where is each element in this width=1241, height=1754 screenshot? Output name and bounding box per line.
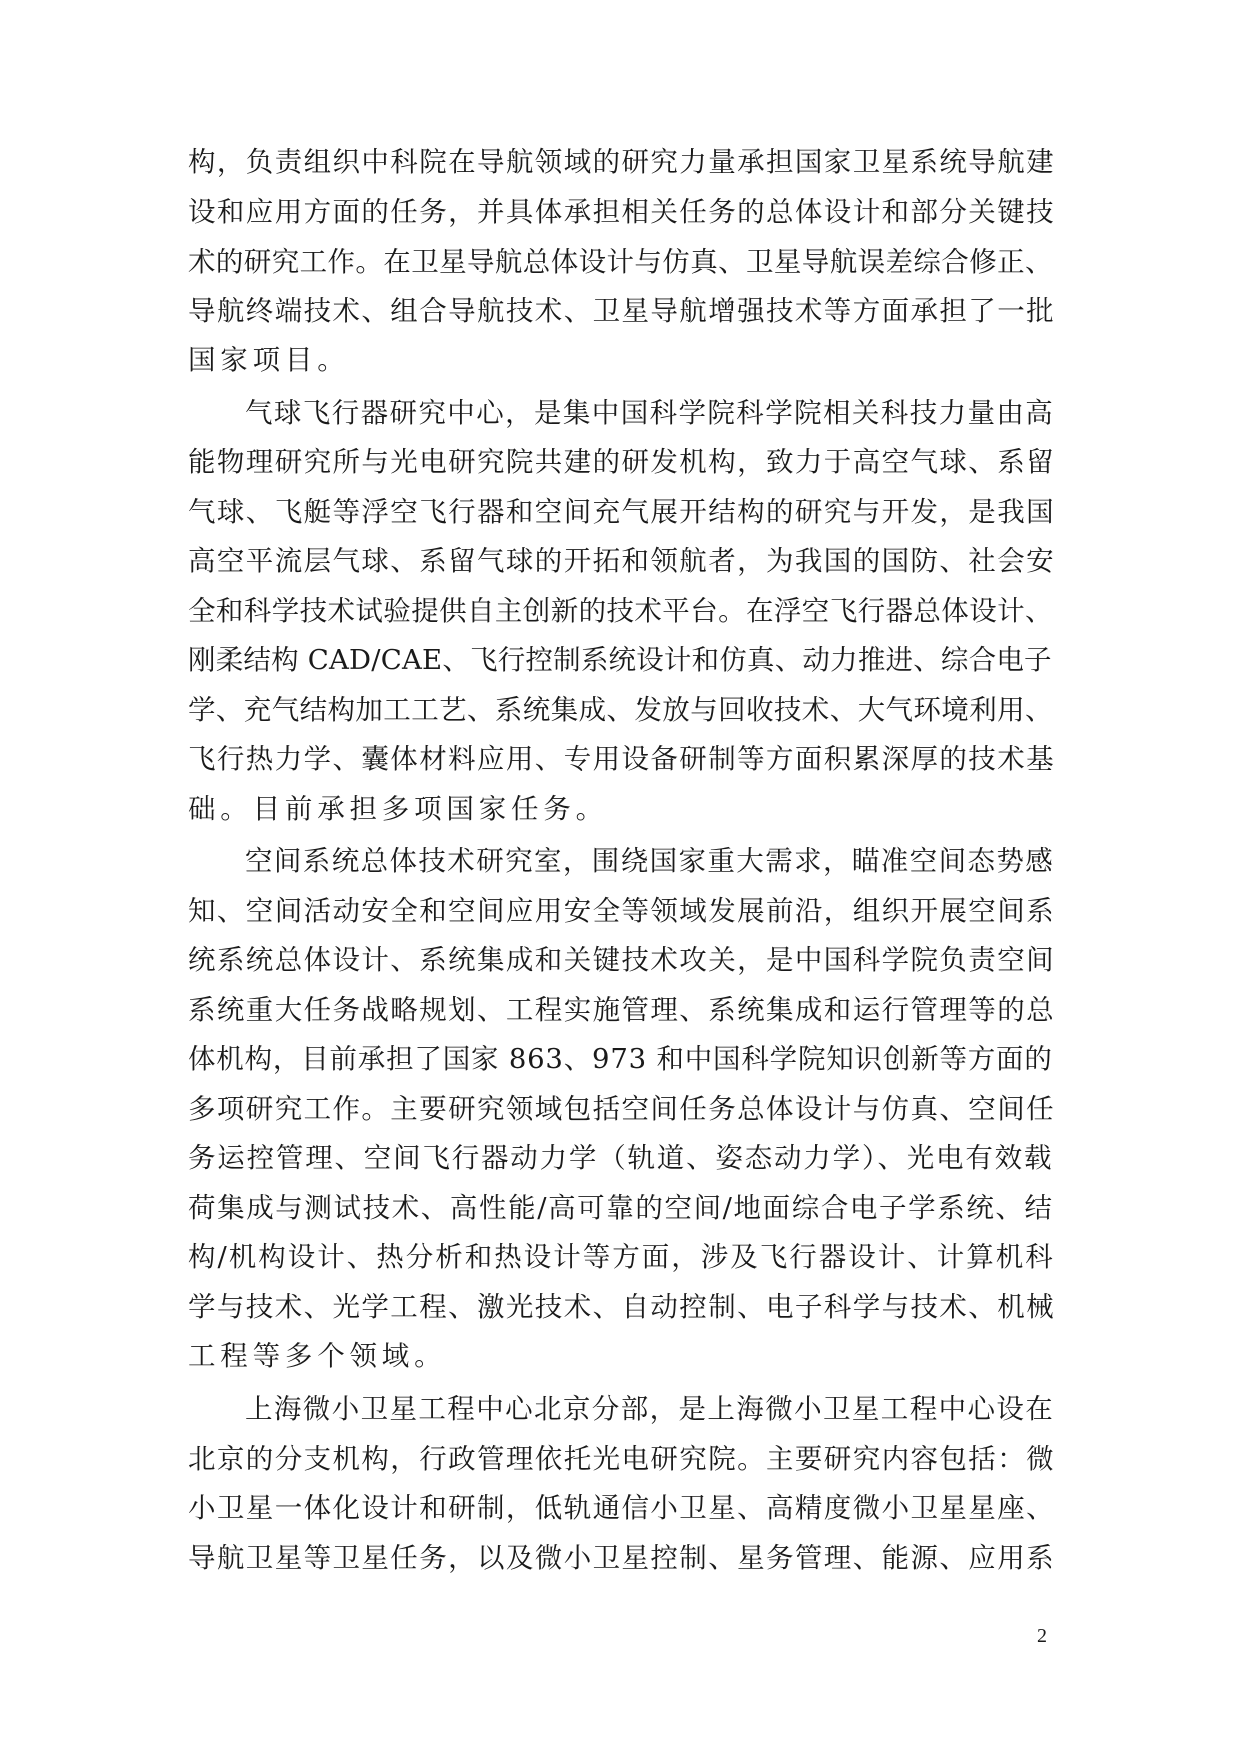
paragraph-2-line-8: 飞行热力学、囊体材料应用、专用设备研制等方面积累深厚的技术基 [188, 743, 1055, 775]
paragraph-4-line-4: 导航卫星等卫星任务，以及微小卫星控制、星务管理、能源、应用系 [188, 1542, 1055, 1574]
paragraph-1-line-4: 导航终端技术、组合导航技术、卫星导航增强技术等方面承担了一批 [188, 295, 1055, 327]
paragraph-3-line-1: 空间系统总体技术研究室，围绕国家重大需求，瞄准空间态势感 [245, 845, 1055, 877]
paragraph-4-line-1: 上海微小卫星工程中心北京分部，是上海微小卫星工程中心设在 [245, 1393, 1055, 1425]
paragraph-2-line-3: 气球、飞艇等浮空飞行器和空间充气展开结构的研究与开发，是我国 [188, 496, 1055, 528]
paragraph-1-line-1: 构，负责组织中科院在导航领域的研究力量承担国家卫星系统导航建 [188, 146, 1055, 178]
paragraph-3-line-9: 构/机构设计、热分析和热设计等方面，涉及飞行器设计、计算机科 [188, 1241, 1055, 1273]
paragraph-2-line-7: 学、充气结构加工工艺、系统集成、发放与回收技术、大气环境利用、 [188, 694, 1053, 726]
paragraph-2-line-9: 础。目前承担多项国家任务。 [188, 793, 608, 825]
paragraph-3-line-5: 体机构，目前承担了国家 863、973 和中国科学院知识创新等方面的 [188, 1043, 1053, 1075]
paragraph-2-line-5: 全和科学技术试验提供自主创新的技术平台。在浮空飞行器总体设计、 [188, 595, 1053, 627]
paragraph-2-line-4: 高空平流层气球、系留气球的开拓和领航者，为我国的国防、社会安 [188, 545, 1055, 577]
page-number: 2 [1037, 1625, 1047, 1647]
paragraph-1-line-5: 国家项目。 [188, 344, 350, 376]
paragraph-3-line-4: 系统重大任务战略规划、工程实施管理、系统集成和运行管理等的总 [188, 994, 1055, 1026]
paragraph-3-line-7: 务运控管理、空间飞行器动力学（轨道、姿态动力学）、光电有效载 [188, 1142, 1054, 1174]
paragraph-1-line-2: 设和应用方面的任务，并具体承担相关任务的总体设计和部分关键技 [188, 196, 1055, 228]
paragraph-4-line-3: 小卫星一体化设计和研制，低轨通信小卫星、高精度微小卫星星座、 [188, 1492, 1055, 1524]
paragraph-3-line-6: 多项研究工作。主要研究领域包括空间任务总体设计与仿真、空间任 [188, 1093, 1055, 1125]
paragraph-3-line-3: 统系统总体设计、系统集成和关键技术攻关，是中国科学院负责空间 [188, 944, 1055, 976]
paragraph-2-line-1: 气球飞行器研究中心，是集中国科学院科学院相关科技力量由高 [245, 397, 1055, 429]
paragraph-1-line-3: 术的研究工作。在卫星导航总体设计与仿真、卫星导航误差综合修正、 [188, 246, 1053, 278]
paragraph-2-line-2: 能物理研究所与光电研究院共建的研发机构，致力于高空气球、系留 [188, 446, 1055, 478]
paragraph-3-line-8: 荷集成与测试技术、高性能/高可靠的空间/地面综合电子学系统、结 [188, 1192, 1054, 1224]
paragraph-2-line-6: 刚柔结构 CAD/CAE、飞行控制系统设计和仿真、动力推进、综合电子 [188, 644, 1052, 676]
paragraph-3-line-11: 工程等多个领域。 [188, 1340, 447, 1372]
paragraph-4-line-2: 北京的分支机构，行政管理依托光电研究院。主要研究内容包括：微 [188, 1443, 1055, 1475]
paragraph-3-line-10: 学与技术、光学工程、激光技术、自动控制、电子科学与技术、机械 [188, 1291, 1055, 1323]
paragraph-3-line-2: 知、空间活动安全和空间应用安全等领域发展前沿，组织开展空间系 [188, 895, 1055, 927]
